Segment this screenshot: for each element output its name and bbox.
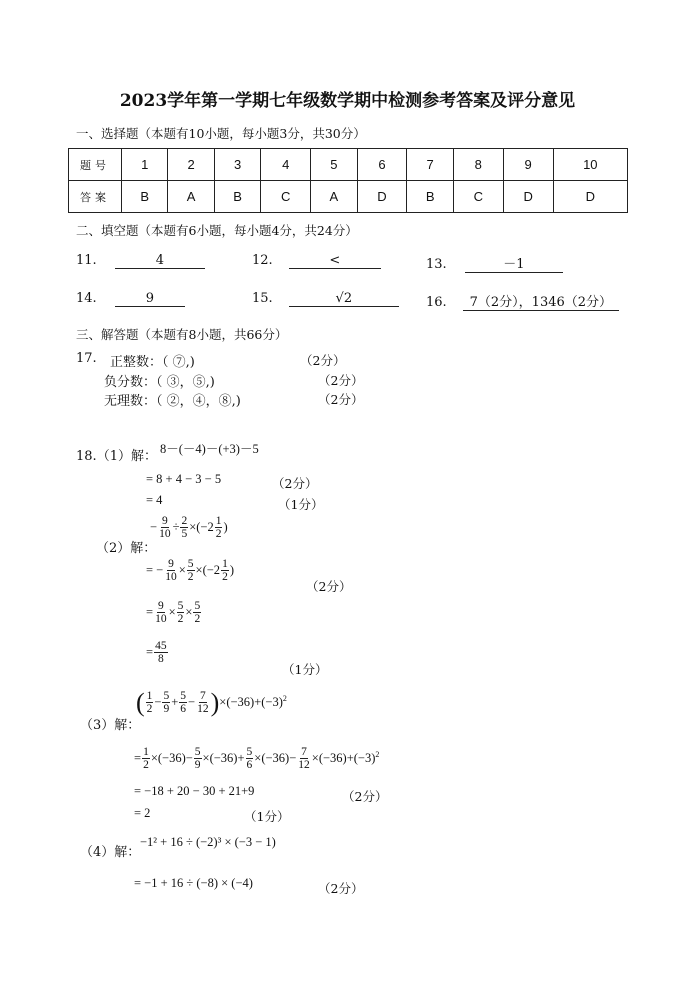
part-label: （2）解： [96,541,157,556]
table-cell: B [214,181,260,213]
score: （2分） [318,881,364,896]
score: （1分） [278,497,324,512]
table-cell: 8 [453,149,503,181]
row-label-question: 题号 [69,149,122,181]
math-step: = 2 [134,806,151,820]
table-cell: 1 [122,149,168,181]
score: （2分） [318,373,364,388]
math-step: = $\frac{1}{2}$ ×(−36)− $\frac{5}{9}$ ×(−36)+ $\frac{5}{6}$ ×(−36)− $\frac{7}{12}$ $\times(-36)+(-3)^2$ [134,746,380,771]
table-cell: A [168,181,214,213]
table-cell: 4 [261,149,311,181]
table-cell: C [453,181,503,213]
q17-line [110,351,195,370]
math-step: = −18 + 20 − 30 + 21+9 [134,784,255,798]
table-cell: 3 [214,149,260,181]
question-number: 18. [76,449,97,464]
fill-item-12 [252,253,381,269]
table-cell: 2 [168,149,214,181]
page-title: 2023学年第一学期七年级数学期中检测参考答案及评分意见 [119,91,576,111]
answer-blank: < [289,253,381,269]
item-number: 13. [426,257,447,272]
math-step: = $\frac{9}{10}$ × $\frac{5}{2}$ × $\frac{5}{2}$ [146,600,201,625]
table-cell: B [122,181,168,213]
table-cell: B [407,181,453,213]
math-step: = 4 [146,493,163,507]
answer-blank: √2 [289,291,399,307]
table-cell: 7 [407,149,453,181]
section3-heading: 三、解答题（本题有8小题，共66分） [76,327,288,342]
table-cell: D [357,181,407,213]
fill-item-16 [426,291,619,311]
part-label: （3）解： [80,718,141,733]
row-label-answer: 答案 [69,181,122,213]
item-number: 11. [76,253,97,268]
score: （1分） [282,662,328,677]
item-number: 15. [252,291,273,306]
score: （1分） [244,809,290,824]
answer-blank: 7（2分），1346（2分） [463,291,619,311]
table-cell: A [311,181,357,213]
answer-blank: －1 [465,253,563,273]
part-label: （4）解： [80,845,141,860]
category-label: 正整数：（ [110,355,169,370]
table-cell: D [553,181,627,213]
fill-item-11 [76,253,205,269]
score: （2分） [342,789,388,804]
score: （2分） [306,579,352,594]
table-row [69,149,628,181]
table-cell: 5 [311,149,357,181]
category-items: ③，⑤,) [166,375,215,390]
fill-item-14 [76,291,185,307]
category-items: ⑦,) [172,355,195,370]
item-number: 14. [76,291,97,306]
table-cell: 10 [553,149,627,181]
answer-blank: 9 [115,291,185,307]
table-cell: 6 [357,149,407,181]
table-row [69,181,628,213]
answer-blank: 4 [115,253,205,269]
math-step: = 8 + 4 − 3 − 5 [146,472,222,486]
category-label: 负分数：（ [104,375,163,390]
section1-heading: 一、选择题（本题有10小题，每小题3分，共30分） [76,126,366,141]
math-step: = $\frac{45}{8}$ [146,640,167,665]
math-expression: −1² + 16 ÷ (−2)³ × (−3 − 1) [140,835,276,849]
q18-number [76,445,157,464]
math-step: = −1 + 16 ÷ (−8) × (−4) [134,876,253,890]
fill-item-15 [252,291,399,307]
table-cell: D [503,181,553,213]
section2-heading: 二、填空题（本题有6小题，每小题4分，共24分） [76,223,358,238]
math-expression: ( $\frac{1}{2}$ − $\frac{5}{9}$ + $\frac{5}{6}$ − $\frac{7}{12}$ ) $\times(-36)+(-3)^2$ [136,687,287,717]
answer-table [68,148,628,213]
part-label: （1）解： [96,449,157,464]
table-cell: 9 [503,149,553,181]
q17-line [104,390,241,409]
fill-item-13 [426,253,563,273]
category-label: 无理数：（ [104,394,163,409]
table-cell: C [261,181,311,213]
math-step: = − $\frac{9}{10}$ × $\frac{5}{2}$ ×(−2 $\frac{1}{2}$ ) [146,558,234,583]
score: （2分） [272,476,318,491]
category-items: ②，④，⑧,) [166,394,241,409]
item-number: 16. [426,295,447,310]
item-number: 12. [252,253,273,268]
q17-number: 17. [76,351,97,366]
q17-line [104,371,215,390]
score: （2分） [318,392,364,407]
math-expression: − $\frac{9}{10}$ ÷ $\frac{2}{5}$ ×(−2 $\frac{1}{2}$ ) [150,515,228,540]
score: （2分） [300,353,346,368]
math-expression: 8－(－4)－(+3)－5 [160,442,259,456]
